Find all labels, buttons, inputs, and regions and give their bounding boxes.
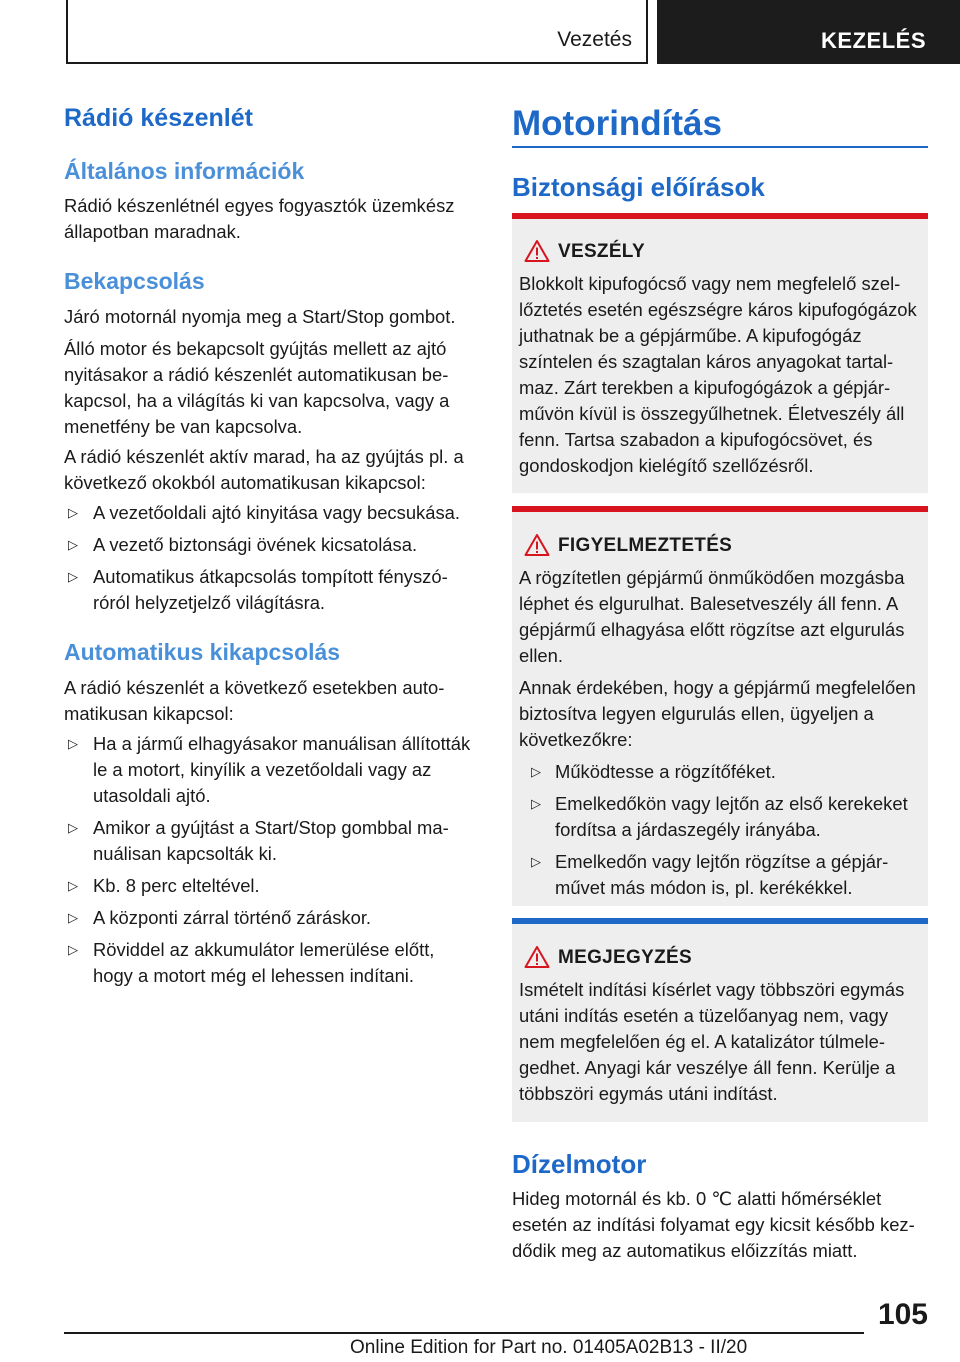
auto-off-heading: Automatikus kikapcsolás bbox=[64, 639, 341, 665]
note-box bbox=[512, 918, 928, 1122]
triangle-bullet-icon: ▷ bbox=[68, 736, 78, 751]
warning-box bbox=[512, 506, 928, 906]
footer-edition: Online Edition for Part no. 01405A02B13 - II/20 bbox=[350, 1337, 748, 1358]
auto-off-paragraph: A rádió készenlét a következő esetekben automatikusan kikapcsol: bbox=[64, 677, 445, 724]
list-item: ▷ Kb. 8 perc elteltével. bbox=[64, 873, 478, 899]
triangle-bullet-icon: ▷ bbox=[531, 796, 541, 811]
header-section-label: Vezetés bbox=[557, 28, 632, 51]
switch-on-heading: Bekapcsolás bbox=[64, 268, 205, 294]
list-item: ▷ A vezető biztonsági övének kicsatolása. bbox=[64, 532, 478, 558]
auto-off-list bbox=[64, 731, 478, 995]
diesel-text: Hideg motornál és kb. 0 ℃ alatti hőmérséklet esetén az indítási folyamat egy kicsit később kezdődik meg az automatikus előizzítás miatt. bbox=[512, 1188, 915, 1261]
list-item: ▷ Amikor a gyújtást a Start/Stop gombbal manuálisan kapcsolták ki. bbox=[68, 817, 449, 864]
triangle-bullet-icon: ▷ bbox=[68, 910, 78, 925]
warning-title: FIGYELMEZTETÉS bbox=[558, 535, 733, 556]
triangle-bullet-icon: ▷ bbox=[68, 878, 78, 893]
note-title: MEGJEGYZÉS bbox=[558, 947, 692, 968]
header-chapter-tab bbox=[657, 0, 960, 64]
warning-triangle-icon bbox=[524, 239, 550, 263]
danger-text-block bbox=[519, 271, 924, 485]
warning-triangle-icon bbox=[524, 945, 550, 969]
header-section-tab bbox=[66, 0, 648, 64]
danger-bar bbox=[512, 213, 928, 219]
general-info-text: Rádió készenlétnél egyes fogyasztók üzemkész állapotban maradnak. bbox=[64, 195, 455, 242]
switch-on-paragraph-1: Járó motornál nyomja meg a Start/Stop gombot. bbox=[64, 306, 456, 327]
engine-start-title: Motorindítás bbox=[512, 104, 722, 143]
footer-divider bbox=[64, 1332, 864, 1334]
warning-list bbox=[519, 759, 924, 901]
triangle-bullet-icon: ▷ bbox=[531, 764, 541, 779]
header-chapter-label: KEZELÉS bbox=[821, 28, 926, 53]
list-item: ▷ Röviddel az akkumulátor lemerülése előtt, hogy a motort még el lehessen indítani. bbox=[68, 939, 435, 986]
list-item: ▷ Automatikus átkapcsolás tompított fényszóróról helyzetjelző világításra. bbox=[68, 566, 448, 613]
warning-text-2: Annak érdekében, hogy a gépjármű megfelelően biztosítva legyen elgurulás ellen, ügyeljen a következőkre: bbox=[519, 677, 916, 750]
list-item: ▷ Emelkedőkön vagy lejtőn az első kerekeket fordítsa a járdaszegély irányába. bbox=[531, 793, 908, 840]
page-number: 105 bbox=[877, 1298, 928, 1331]
diesel-heading: Dízelmotor bbox=[512, 1149, 647, 1179]
list-item: ▷ A vezetőoldali ajtó kinyitása vagy becsukása. bbox=[64, 500, 478, 526]
danger-text: Blokkolt kipufogócső vagy nem megfelelő szellőztetés esetén egészségre káros kipufogógázok juthatnak be a gépjárműbe. A kipufogógáz színtelen és szagtalan káros anyagokat tartalmaz. Zárt terekben a kipufogógázok a gépjárművön kívül is összegyűlhetnek. Életveszély áll fenn. Tartsa szabadon a kipufogócsövet, és gondoskodjon kielégítő szellőzésről. bbox=[519, 273, 917, 476]
triangle-bullet-icon: ▷ bbox=[68, 820, 78, 835]
radio-standby-title: Rádió készenlét bbox=[64, 104, 253, 132]
warning-bar bbox=[512, 506, 928, 512]
triangle-bullet-icon: ▷ bbox=[68, 569, 78, 584]
list-item: ▷ A központi zárral történő záráskor. bbox=[64, 905, 478, 931]
warning-triangle-icon bbox=[524, 533, 550, 557]
general-info-heading: Általános információk bbox=[64, 158, 305, 184]
safety-heading: Biztonsági előírások bbox=[512, 172, 765, 202]
triangle-bullet-icon: ▷ bbox=[68, 537, 78, 552]
switch-on-paragraph-2: Álló motor és bekapcsolt gyújtás mellett az ajtó nyitásakor a rádió készenlét automatikusan bekapcsol, ha a világítás ki van kapcsolva, vagy a menetfény be van kapcsolva. bbox=[64, 338, 450, 437]
switch-on-paragraph-3: A rádió készenlét aktív marad, ha az gyújtás pl. a következő okokból automatikusan kikapcsol: bbox=[64, 446, 464, 493]
warning-text-block bbox=[519, 565, 924, 907]
list-item: ▷ Ha a jármű elhagyásakor manuálisan állították le a motort, kinyílik a vezetőoldali vagy az utasoldali ajtó. bbox=[68, 733, 471, 806]
triangle-bullet-icon: ▷ bbox=[531, 854, 541, 869]
switch-on-list bbox=[64, 500, 478, 622]
note-text-block bbox=[519, 977, 924, 1113]
warning-text-1: A rögzítetlen gépjármű önműködően mozgásba léphet és elgurulhat. Balesetveszély áll fenn. A gépjármű elhagyása előtt rögzítse azt elgurulás ellen. bbox=[519, 567, 905, 666]
note-text: Ismételt indítási kísérlet vagy többszöri egymás utáni indítás esetén a tüzelőanyag nem, vagy nem megfelelően ég el. A katalizátor túlmelegedhet. Anyagi kár veszélye áll fenn. Kerülje a többszöri egymás utáni indítást. bbox=[519, 979, 905, 1104]
triangle-bullet-icon: ▷ bbox=[68, 942, 78, 957]
triangle-bullet-icon: ▷ bbox=[68, 505, 78, 520]
list-item: ▷ Működtesse a rögzítőféket. bbox=[519, 759, 924, 785]
title-divider bbox=[512, 146, 928, 148]
danger-title: VESZÉLY bbox=[558, 241, 645, 262]
danger-box bbox=[512, 213, 928, 493]
note-bar bbox=[512, 918, 928, 924]
list-item: ▷ Emelkedőn vagy lejtőn rögzítse a gépjárművet más módon is, pl. kerékékkel. bbox=[531, 851, 889, 898]
